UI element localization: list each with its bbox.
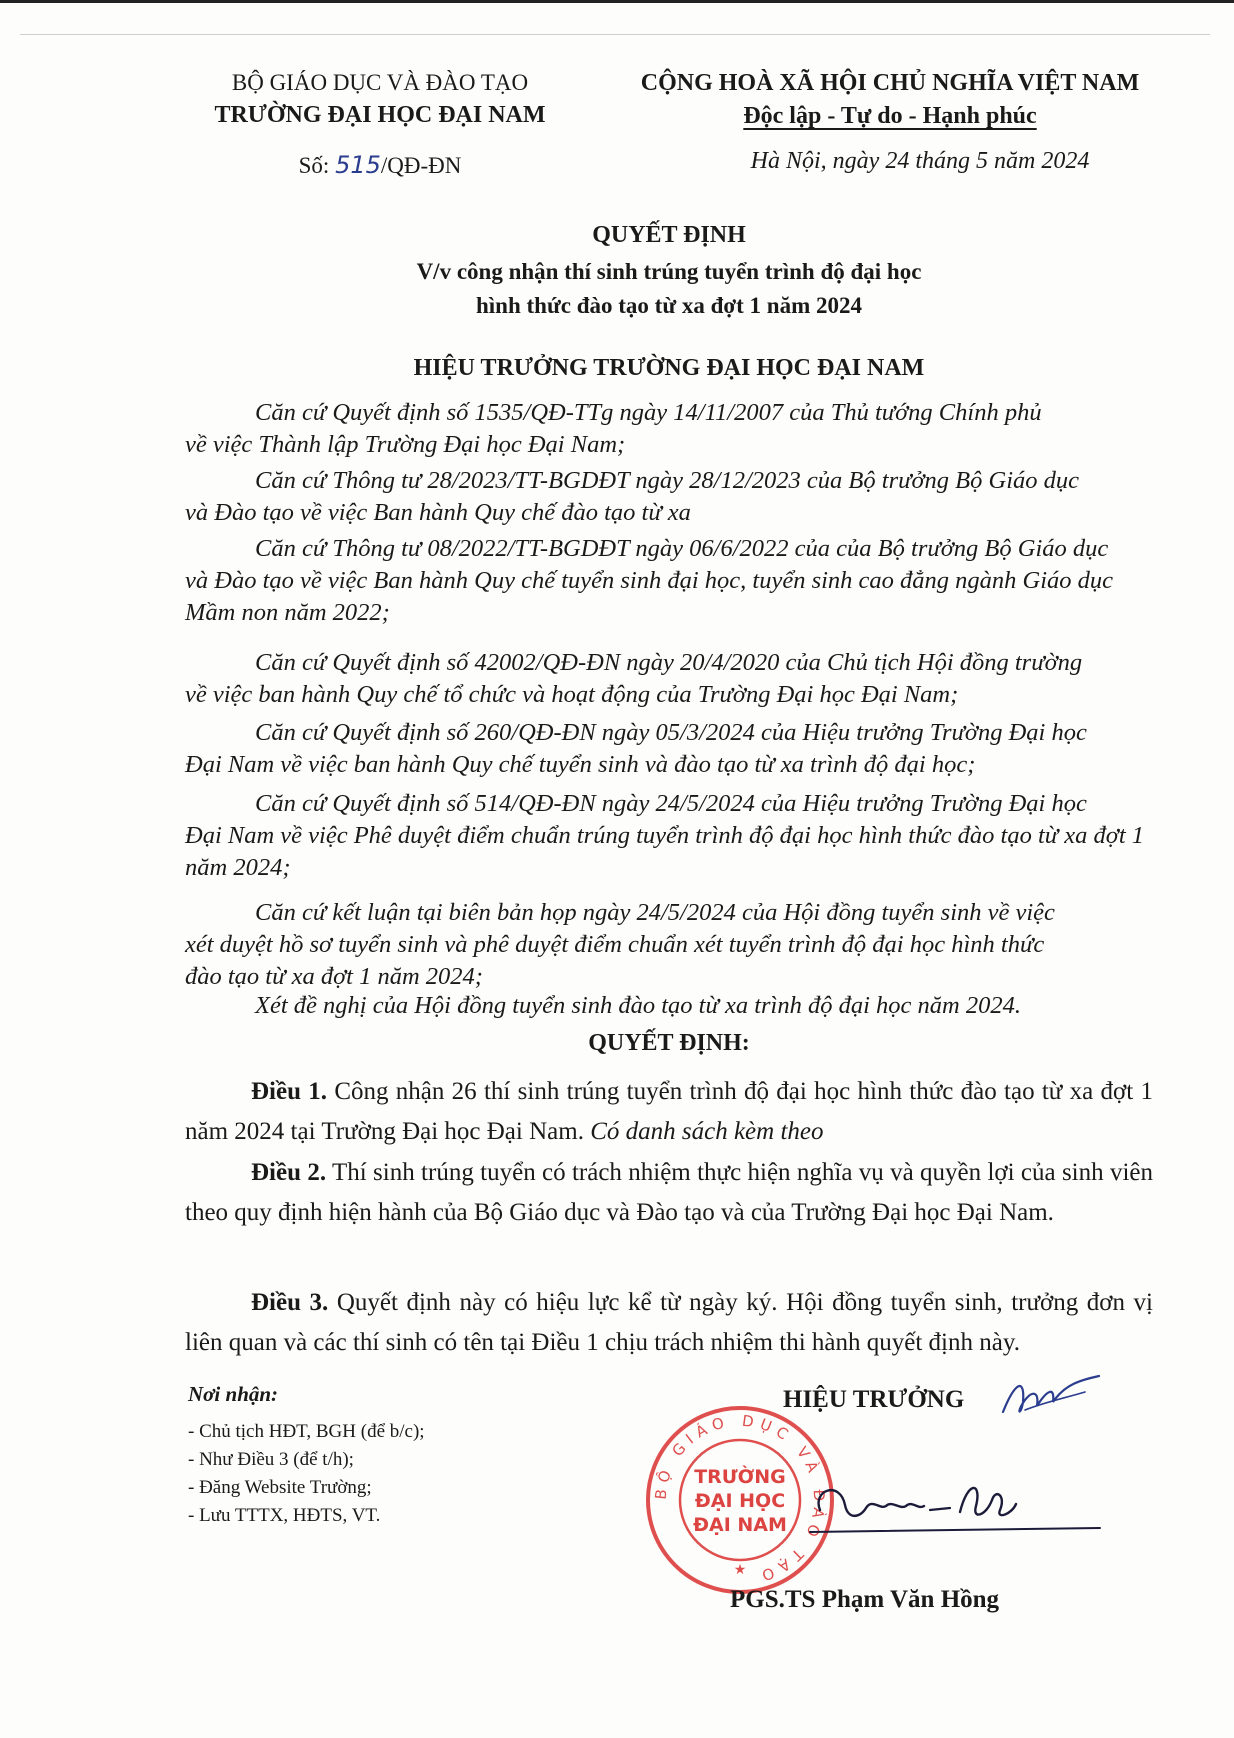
article-1: Điều 1. Công nhận 26 thí sinh trúng tuyển trình độ đại học hình thức đào tạo từ xa đợt 1 năm 2024 tại Trường Đại học Đại Nam. Có danh sách kèm theo (185, 1078, 1153, 1145)
stamp-line-1: TRƯỜNG (694, 1466, 786, 1488)
ground-item: Căn cứ Quyết định số 42002/QĐ-ĐN ngày 20/4/2020 của Chủ tịch Hội đồng trường về việc ban hành Quy chế tổ chức và hoạt động của Trường Đại học Đại Nam; (185, 649, 1083, 708)
article-3: Điều 3. Quyết định này có hiệu lực kể từ ngày ký. Hội đồng tuyển sinh, trưởng đơn vị liên quan và các thí sinh có tên tại Điều 1 chịu trách nhiệm thi hành quyết định này. (185, 1289, 1153, 1356)
document-title: QUYẾT ĐỊNH (592, 222, 746, 248)
decision-heading: QUYẾT ĐỊNH: (588, 1030, 750, 1056)
recipient-item: - Lưu TTTX, HĐTS, VT. (188, 1505, 381, 1526)
authority-heading: HIỆU TRƯỞNG TRƯỜNG ĐẠI HỌC ĐẠI NAM (413, 355, 925, 381)
recipient-item: - Chủ tịch HĐT, BGH (để b/c); (188, 1421, 425, 1442)
signer-name: PGS.TS Phạm Văn Hồng (730, 1586, 1000, 1613)
recipients-list (188, 1418, 425, 1530)
republic-name: CỘNG HOÀ XÃ HỘI CHỦ NGHĨA VIỆT NAM (640, 70, 1140, 96)
document-number: Số: 515/QĐ-ĐN (298, 151, 462, 179)
subject-line-2: hình thức đào tạo từ xa đợt 1 năm 2024 (475, 293, 863, 318)
svg-text:★: ★ (733, 1563, 747, 1578)
document-title-block (185, 222, 1153, 319)
scan-guide-line (20, 34, 1210, 35)
recipient-item: - Như Điều 3 (để t/h); (188, 1449, 354, 1470)
national-motto: Độc lập - Tự do - Hạnh phúc (743, 103, 1037, 129)
recipients-heading: Nơi nhận: (188, 1382, 279, 1406)
stamp-line-2: ĐẠI HỌC (694, 1490, 786, 1512)
ground-item: Căn cứ Thông tư 28/2023/TT-BGDĐT ngày 28/12/2023 của Bộ trưởng Bộ Giáo dục và Đào tạo về việc Ban hành Quy chế đào tạo từ xa (185, 467, 1080, 526)
stamp-line-3: ĐẠI NAM (693, 1514, 787, 1536)
ground-item: Căn cứ Quyết định số 1535/QĐ-TTg ngày 14/11/2007 của Thủ tướng Chính phủ về việc Thành lập Trường Đại học Đại Nam; (185, 399, 1042, 458)
header-left (185, 70, 575, 179)
ground-item: Căn cứ Thông tư 08/2022/TT-BGDĐT ngày 06/6/2022 của của Bộ trưởng Bộ Giáo dục và Đào tạo về việc Ban hành Quy chế tuyển sinh đại học, tuyển sinh cao đẳng ngành Giáo dục Mầm non năm 2022; (185, 535, 1114, 626)
handwritten-number: 515 (335, 151, 381, 179)
scan-top-border (0, 0, 1234, 3)
ground-item: Căn cứ kết luận tại biên bản họp ngày 24/5/2024 của Hội đồng tuyển sinh về việc xét duyệt hồ sơ tuyển sinh và phê duyệt điểm chuẩn xét tuyển trình độ đại học hình thức đào tạo từ xa đợt 1 năm 2024; (185, 899, 1055, 990)
ministry-name: BỘ GIÁO DỤC VÀ ĐÀO TẠO (231, 70, 529, 95)
ground-item: Căn cứ Quyết định số 514/QĐ-ĐN ngày 24/5/2024 của Hiệu trưởng Trường Đại học Đại Nam về việc Phê duyệt điểm chuẩn trúng tuyển trình độ đại học hình thức đào tạo từ xa đợt 1 năm 2024; (185, 790, 1145, 881)
signer-position: HIỆU TRƯỞNG (783, 1386, 965, 1413)
university-name: TRƯỜNG ĐẠI HỌC ĐẠI NAM (214, 102, 546, 128)
ground-item: Xét đề nghị của Hội đồng tuyển sinh đào tạo từ xa trình độ đại học năm 2024. (255, 992, 1021, 1019)
recipient-item: - Đăng Website Trường; (188, 1477, 372, 1498)
subject-line-1: V/v công nhận thí sinh trúng tuyển trình độ đại học (416, 259, 922, 284)
article-2: Điều 2. Thí sinh trúng tuyển có trách nhiệm thực hiện nghĩa vụ và quyền lợi của sinh viên theo quy định hiện hành của Bộ Giáo dục và Đào tạo và của Trường Đại học Đại Nam. (185, 1159, 1153, 1226)
ground-item: Căn cứ Quyết định số 260/QĐ-ĐN ngày 05/3/2024 của Hiệu trưởng Trường Đại học Đại Nam về việc ban hành Quy chế tuyển sinh và đào tạo từ xa trình độ đại học; (185, 719, 1087, 778)
place-date: Hà Nội, ngày 24 tháng 5 năm 2024 (750, 148, 1090, 174)
signature-mark (800, 1470, 1110, 1550)
initials-signature (995, 1372, 1105, 1422)
header-right (620, 70, 1160, 175)
stamp-ring-text: BỘ GIÁO DỤC VÀ ĐÀO TẠO (651, 1411, 829, 1587)
